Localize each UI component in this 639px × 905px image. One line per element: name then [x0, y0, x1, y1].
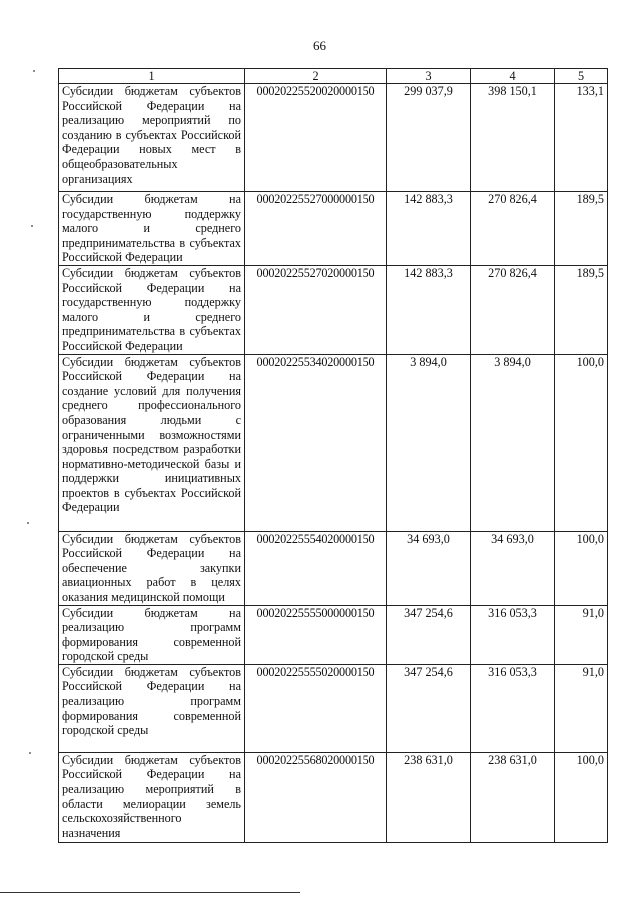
subsidies-table [58, 68, 608, 843]
row-value-col4: 34 693,0 [471, 531, 555, 605]
scan-speck [33, 70, 35, 72]
column-header-5: 5 [555, 69, 608, 84]
table-row [59, 531, 608, 605]
row-code: 00020225520020000150 [245, 84, 387, 192]
scan-speck [29, 752, 31, 754]
column-header-4: 4 [471, 69, 555, 84]
row-value-col4: 3 894,0 [471, 354, 555, 531]
table-row [59, 605, 608, 664]
table-row [59, 265, 608, 354]
row-code: 00020225527020000150 [245, 265, 387, 354]
table-row [59, 84, 608, 192]
row-percent: 91,0 [555, 605, 608, 664]
row-percent: 100,0 [555, 752, 608, 842]
row-code: 00020225527000000150 [245, 192, 387, 266]
column-header-1: 1 [59, 69, 245, 84]
row-percent: 100,0 [555, 354, 608, 531]
row-value-col4: 398 150,1 [471, 84, 555, 192]
row-description: Субсидии бюджетам субъектов Российской Федерации на обеспечение закупки авиационных работ в целях оказания медицинской помощи [59, 531, 245, 605]
row-description: Субсидии бюджетам субъектов Российской Федерации на реализацию мероприятий в области мелиорации земель сельскохозяйственного назначения [59, 752, 245, 842]
column-header-2: 2 [245, 69, 387, 84]
row-percent: 189,5 [555, 265, 608, 354]
row-percent: 133,1 [555, 84, 608, 192]
row-code: 00020225555000000150 [245, 605, 387, 664]
table-row [59, 664, 608, 752]
scan-speck [27, 522, 29, 524]
row-value-col3: 34 693,0 [387, 531, 471, 605]
row-value-col4: 316 053,3 [471, 605, 555, 664]
footer-rule [0, 892, 300, 893]
row-value-col4: 270 826,4 [471, 265, 555, 354]
row-code: 00020225555020000150 [245, 664, 387, 752]
row-description: Субсидии бюджетам субъектов Российской Федерации на реализацию программ формирования современной городской среды [59, 664, 245, 752]
table-header-row [59, 69, 608, 84]
row-value-col3: 142 883,3 [387, 265, 471, 354]
row-description: Субсидии бюджетам субъектов Российской Федерации на государственную поддержку малого и среднего предпринимательства в субъектах Российской Федерации [59, 265, 245, 354]
row-value-col3: 347 254,6 [387, 605, 471, 664]
row-value-col4: 316 053,3 [471, 664, 555, 752]
row-value-col3: 142 883,3 [387, 192, 471, 266]
row-description: Субсидии бюджетам на государственную поддержку малого и среднего предпринимательства в субъектах Российской Федерации [59, 192, 245, 266]
column-header-3: 3 [387, 69, 471, 84]
row-percent: 189,5 [555, 192, 608, 266]
row-percent: 91,0 [555, 664, 608, 752]
row-description: Субсидии бюджетам субъектов Российской Федерации на реализацию мероприятий по созданию в субъектах Российской Федерации новых мест в общеобразовательных организациях [59, 84, 245, 192]
table-row [59, 354, 608, 531]
table-row [59, 752, 608, 842]
row-percent: 100,0 [555, 531, 608, 605]
row-value-col3: 3 894,0 [387, 354, 471, 531]
page-number: 66 [313, 38, 326, 53]
row-code: 00020225568020000150 [245, 752, 387, 842]
row-code: 00020225554020000150 [245, 531, 387, 605]
table-row [59, 192, 608, 266]
row-value-col4: 238 631,0 [471, 752, 555, 842]
row-value-col3: 347 254,6 [387, 664, 471, 752]
row-description: Субсидии бюджетам субъектов Российской Федерации на создание условий для получения среднего профессионального образования людьми с ограниченными возможностями здоровья посредством разработки нормативно-методической базы и поддержки инициативных проектов в субъектах Российской Федерации [59, 354, 245, 531]
row-code: 00020225534020000150 [245, 354, 387, 531]
row-value-col3: 299 037,9 [387, 84, 471, 192]
row-value-col3: 238 631,0 [387, 752, 471, 842]
row-value-col4: 270 826,4 [471, 192, 555, 266]
scan-speck [31, 225, 33, 227]
row-description: Субсидии бюджетам на реализацию программ формирования современной городской среды [59, 605, 245, 664]
